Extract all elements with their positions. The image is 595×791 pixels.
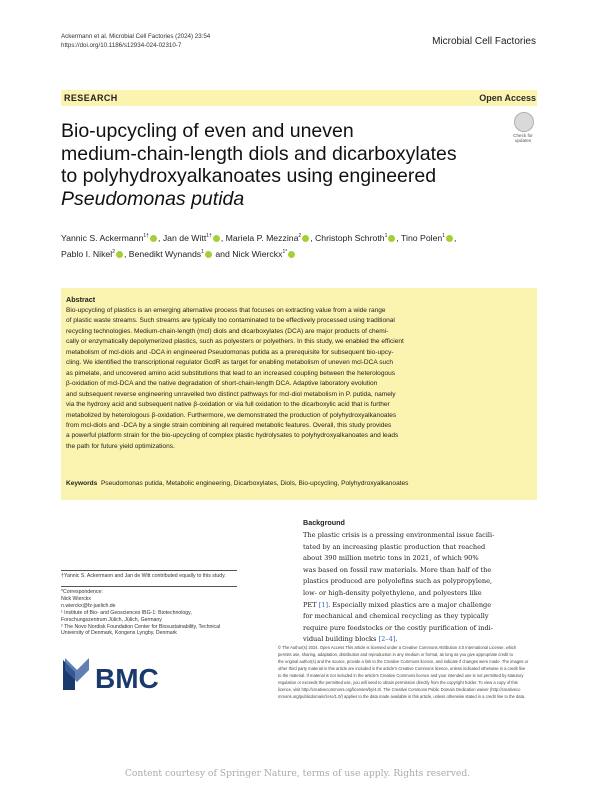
abstract-line: the path for future yield optimizations. bbox=[66, 442, 175, 450]
badge-text: updates bbox=[514, 138, 532, 144]
orcid-icon[interactable] bbox=[150, 235, 157, 242]
abstract-line: via the hydroxy acid and subsequent native β-oxidation or via full oxidation to the dicarboxylic acid that is further bbox=[66, 401, 390, 409]
orcid-icon[interactable] bbox=[302, 235, 309, 242]
citation-link[interactable]: [1] bbox=[318, 600, 329, 609]
abstract-line: recycling technologies. Medium-chain-length (mcl) diols and dicarboxylates (DCA) are major products of chemi- bbox=[66, 327, 389, 335]
abstract-line: and subsequent reverse engineering unravelled two distinct pathways for mcl-diol metabolism in P. putida, namely bbox=[66, 390, 396, 398]
doi-link[interactable]: https://doi.org/10.1186/s12934-024-02310-7 bbox=[61, 42, 182, 49]
abstract-heading: Abstract bbox=[66, 295, 96, 304]
abstract-text bbox=[66, 306, 530, 452]
keywords-list: Pseudomonas putida, Metabolic engineering, Dicarboxylates, Diols, Bio-upcycling, Polyhydroxyalkanoates bbox=[100, 480, 409, 487]
author-list: Yannic S. Ackermann$^{1\dagger}$ , Jan de Witt$^{1\dagger}$ , Mariela P. Mezzina$^2$ , Christoph Schroth$^1$ , Tino Polen$^1$ , Pablo I. Nikel$^2$ , Benedikt Wynands$^1$ and Nick Wierckx$^{1*}$ bbox=[61, 232, 457, 259]
orcid-icon[interactable] bbox=[205, 251, 212, 258]
license-statement: © The Author(s) 2024. Open Access This article is licensed under a Creative Commons Attribution 4.0 International License, which permits use, sharing, adaptation, distribution and reproduction in any medium or format, as long as you give appropriate credit to the original author(s) and the source, provide a link to the Creative Commons licence, and indicate if changes were made. The images or other third party material in this article are included in the article's Creative Commons licence, unless indicated otherwise in a credit line to the material. If material is not included in the article's Creative Commons licence and your intended use is not permitted by statutory regulation or exceeds the permitted use, you will need to obtain permission directly from the copyright holder. To view a copy of this licence, visit http://creativecommons.org/licenses/by/4.0/. The Creative Commons Public Domain Dedication waiver (http://creativeco mmons.org/publicdomain/zero/1.0/) applies to the data made available in this article, unless otherwise stated in a credit line to the data. bbox=[278, 645, 529, 699]
footnote-divider bbox=[61, 570, 237, 571]
title-line: medium-chain-length diols and dicarboxylates bbox=[61, 142, 457, 165]
abstract-line: from mcl-diols and -DCA by a single strain combining all required metabolic features. Overall, this study provides bbox=[66, 421, 392, 429]
orcid-icon[interactable] bbox=[213, 235, 220, 242]
author-name[interactable]: Yannic S. Ackermann bbox=[61, 232, 144, 243]
author-name[interactable]: Mariela P. Mezzina bbox=[225, 232, 299, 243]
correspondence-block: *Correspondence: Nick Wierckx n.wierckx@fz-juelich.de ¹ Institute of Bio- and Geosciences IBG-1: Biotechnology, Forschungszentrum Jülich, Jülich, Germany ² The Novo Nordisk Foundation Center for Biosustainability, Technical University of Denmark, Kongens Lyngby, Denmark bbox=[61, 589, 291, 637]
citation-link[interactable]: [2–4] bbox=[378, 635, 396, 644]
footnote-divider bbox=[61, 586, 237, 587]
badge-text: Check for bbox=[513, 133, 533, 138]
author-name[interactable]: Jan de Witt bbox=[162, 232, 207, 243]
keywords bbox=[66, 480, 530, 487]
open-access-label: Open Access bbox=[479, 93, 536, 103]
abstract-line: of plastic waste streams. Such streams are typically too contaminated to be effectively processed using traditional bbox=[66, 317, 395, 325]
bmc-logo bbox=[61, 650, 181, 694]
title-line: to polyhydroxyalkanoates using engineered bbox=[61, 165, 437, 187]
orcid-icon[interactable] bbox=[388, 235, 395, 242]
orcid-icon[interactable] bbox=[116, 251, 123, 258]
abstract-line: as pimelate, and uncovered amino acid substitutions that lead to an increased coupling between the heterologous bbox=[66, 369, 396, 377]
orcid-icon[interactable] bbox=[288, 251, 295, 258]
abstract-line: cally or enzymatically depolymerized plastics, such as polyesters or polyethers. In this study, we enabled the efficient bbox=[66, 338, 404, 346]
keywords-label: Keywords bbox=[66, 480, 98, 487]
check-for-updates-badge[interactable] bbox=[508, 112, 538, 150]
section-banner bbox=[61, 90, 537, 106]
author-name[interactable]: Pablo I. Nikel bbox=[61, 248, 113, 259]
update-icon bbox=[514, 112, 534, 132]
orcid-icon[interactable] bbox=[446, 235, 453, 242]
title-line: Bio-upcycling of even and uneven bbox=[61, 120, 354, 142]
journal-name: Microbial Cell Factories bbox=[432, 36, 536, 47]
abstract-line: β-oxidation of mcl-DCA and the native degradation of short-chain-length DCA. Adaptive laboratory evolution bbox=[66, 380, 378, 388]
background-heading: Background bbox=[303, 518, 345, 527]
email-link[interactable]: n.wierckx@fz-juelich.de bbox=[61, 602, 116, 609]
title-line: Pseudomonas putida bbox=[61, 187, 245, 210]
author-name[interactable]: Benedikt Wynands bbox=[128, 248, 202, 259]
abstract-line: cling. We identified the transcriptional regulator GcdR as target for enabling metabolism of uneven mcl-DCA such bbox=[66, 359, 394, 367]
bmc-logo-text: BMC bbox=[95, 663, 159, 694]
author-name[interactable]: Nick Wierckx bbox=[232, 248, 283, 259]
background-text: The plastic crisis is a pressing environmental issue facili- tated by an increasing plastic production that reached about 390 million metric tons in 2021, of which 90% was based on fossil raw materials. More than half of the plastics produced are polyolefins such as polypropylene, low- or high-density polyethylene, and polyesters like PET [1]. Especially mixed plastics are a major challenge for mechanical and chemical recycling as they typically require pure feedstocks or the costly purification of indi- vidual building blocks [2–4]. bbox=[303, 531, 495, 644]
abstract-line: a powerful platform strain for the bio-upcycling of complex plastic hydrolysates to polyhydroxyalkanoates and leads bbox=[66, 432, 399, 440]
abstract-line: metabolized by heterologous β-oxidation. Furthermore, we demonstrated the production of polyhydroxyalkanoates bbox=[66, 411, 397, 419]
abstract-line: metabolism of mcl-diols and -DCA in engineered Pseudomonas putida as a prerequisite for subsequent bio-upcy- bbox=[66, 348, 394, 356]
author-name[interactable]: Tino Polen bbox=[401, 232, 443, 243]
courtesy-note: Content courtesy of Springer Nature, terms of use apply. Rights reserved. bbox=[124, 768, 471, 779]
article-title bbox=[61, 120, 481, 210]
running-head-authors: Ackermann et al. Microbial Cell Factories (2024) 23:54 bbox=[61, 33, 211, 40]
author-name[interactable]: Christoph Schroth bbox=[315, 232, 385, 243]
section-label: RESEARCH bbox=[64, 93, 118, 103]
equal-contribution-note: †Yannic S. Ackermann and Jan de Witt contributed equally to this study. bbox=[61, 573, 226, 579]
abstract-line: Bio-upcycling of plastics is an emerging alternative process that focuses on extracting value from a wide range bbox=[66, 307, 386, 314]
